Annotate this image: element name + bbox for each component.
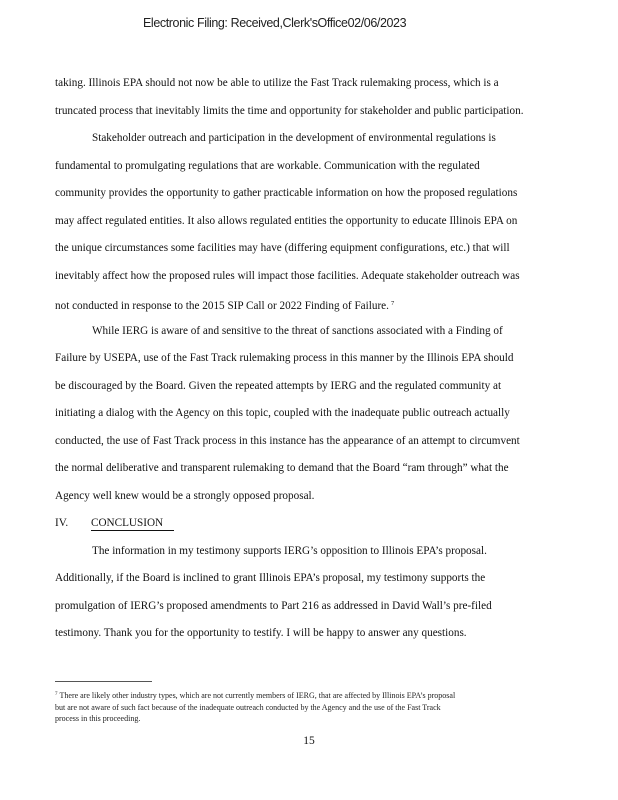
- body-line: initiating a dialog with the Agency on this topic, coupled with the inadequate public outreach actually: [55, 407, 510, 419]
- body-line: Failure by USEPA, use of the Fast Track rulemaking process in this manner by the Illinois EPA should: [55, 352, 514, 364]
- page-number: 15: [303, 735, 315, 747]
- body-line: conducted, the use of Fast Track process in this instance has the appearance of an attempt to circumvent: [55, 434, 520, 447]
- body-line: Agency well knew would be a strongly opposed proposal.: [55, 489, 315, 502]
- body-line: be discouraged by the Board. Given the repeated attempts by IERG and the regulated community at: [55, 379, 502, 392]
- body-line: Stakeholder outreach and participation in the development of environmental regulations is: [92, 132, 496, 144]
- footnote-divider: [55, 681, 152, 682]
- body-line: testimony. Thank you for the opportunity to testify. I will be happy to answer any questions.: [55, 627, 467, 639]
- footnote-line: [55, 689, 575, 702]
- body-line: [55, 290, 567, 318]
- body-line: While IERG is aware of and sensitive to the threat of sanctions associated with a Finding of: [92, 324, 503, 337]
- footnote-line: process in this proceeding.: [55, 714, 141, 723]
- document-body: [55, 70, 567, 648]
- body-line: inevitably affect how the proposed rules will impact those facilities. Adequate stakeholder outreach was: [55, 269, 520, 282]
- footnote-mark: 7: [55, 692, 58, 697]
- section-title: CONCLUSION: [91, 516, 174, 531]
- body-line: taking. Illinois EPA should not now be able to utilize the Fast Track rulemaking process, which is a: [55, 77, 499, 89]
- body-line: fundamental to promulgating regulations that are workable. Communication with the regulated: [55, 159, 480, 172]
- body-line: Additionally, if the Board is inclined to grant Illinois EPA’s proposal, my testimony supports the: [55, 572, 486, 584]
- body-line: the unique circumstances some facilities may have (differing equipment configurations, etc.) that will: [55, 242, 510, 254]
- footnote-text: There are likely other industry types, which are not currently members of IERG, that are affected by Illinois EPA’s proposal: [59, 691, 456, 700]
- section-number: IV.: [55, 517, 69, 529]
- section-heading: [55, 510, 567, 538]
- body-line: community provides the opportunity to gather practicable information on how the proposed regulations: [55, 187, 518, 199]
- body-line: promulgation of IERG’s proposed amendments to Part 216 as addressed in David Wall’s pre-filed: [55, 599, 492, 612]
- footnote: [55, 689, 575, 725]
- footnote-line: but are not aware of such fact because of the inadequate outreach conducted by the Agency and the use of the Fast Track: [55, 702, 441, 712]
- footnote-reference[interactable]: 7: [390, 300, 395, 307]
- body-line: may affect regulated entities. It also allows regulated entities the opportunity to educate Illinois EPA on: [55, 214, 518, 227]
- body-line: the normal deliberative and transparent rulemaking to demand that the Board “ram through” what the: [55, 462, 509, 474]
- body-line: The information in my testimony supports IERG’s opposition to Illinois EPA’s proposal.: [92, 544, 487, 557]
- body-line-text: not conducted in response to the 2015 SIP Call or 2022 Finding of Failure.: [55, 300, 389, 312]
- body-line: truncated process that inevitably limits the time and opportunity for stakeholder and public participation.: [55, 104, 524, 117]
- electronic-filing-stamp: Electronic Filing: Received,Clerk'sOffice02/06/2023: [143, 16, 407, 30]
